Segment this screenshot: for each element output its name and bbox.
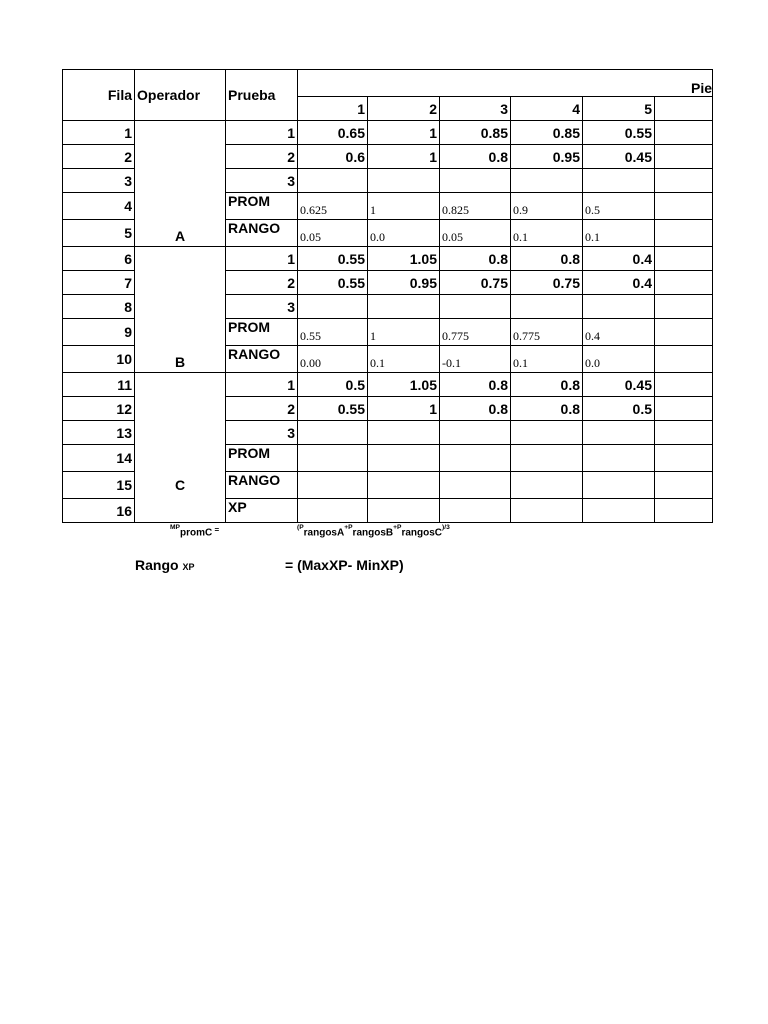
header-operador: Operador xyxy=(135,70,226,121)
value-cell: 0.8 xyxy=(440,373,511,397)
rango-xp-expression: = (MaxXP- MinXP) xyxy=(285,557,404,573)
prueba-cell: 1 xyxy=(226,373,298,397)
value-cell xyxy=(511,499,583,523)
fila-cell: 13 xyxy=(63,421,135,445)
value-cell: 1 xyxy=(368,193,440,220)
value-cell: 0.85 xyxy=(511,121,583,145)
empty-cell xyxy=(655,220,713,247)
prueba-cell: 1 xyxy=(226,247,298,271)
value-cell xyxy=(440,472,511,499)
prueba-cell: XP xyxy=(226,499,298,523)
value-cell xyxy=(368,499,440,523)
value-cell xyxy=(583,499,655,523)
value-cell xyxy=(583,295,655,319)
value-cell xyxy=(511,472,583,499)
value-cell: 0.5 xyxy=(298,373,368,397)
header-piezas: Pie xyxy=(298,70,713,97)
piece-number: 1 xyxy=(298,97,368,121)
header-prueba: Prueba xyxy=(226,70,298,121)
operator-cell: B xyxy=(135,247,226,373)
value-cell: 0.1 xyxy=(511,220,583,247)
value-cell xyxy=(511,169,583,193)
value-cell: 0.8 xyxy=(440,145,511,169)
value-cell xyxy=(440,169,511,193)
prueba-cell: PROM xyxy=(226,319,298,346)
value-cell: 1 xyxy=(368,397,440,421)
value-cell: 1 xyxy=(368,121,440,145)
operator-cell: A xyxy=(135,121,226,247)
piece-number: 4 xyxy=(511,97,583,121)
prueba-cell: RANGO xyxy=(226,346,298,373)
value-cell xyxy=(440,445,511,472)
empty-cell xyxy=(655,421,713,445)
value-cell: 0.95 xyxy=(511,145,583,169)
piece-number: 5 xyxy=(583,97,655,121)
prueba-cell: 3 xyxy=(226,295,298,319)
value-cell: 1 xyxy=(368,319,440,346)
value-cell: 0.8 xyxy=(440,247,511,271)
value-cell: 0.0 xyxy=(583,346,655,373)
value-cell: 0.8 xyxy=(440,397,511,421)
value-cell: 0.05 xyxy=(298,220,368,247)
empty-cell xyxy=(655,346,713,373)
value-cell: 0.625 xyxy=(298,193,368,220)
value-cell xyxy=(368,295,440,319)
fila-cell: 15 xyxy=(63,472,135,499)
value-cell: 0.45 xyxy=(583,373,655,397)
empty-cell xyxy=(655,247,713,271)
value-cell: 0.775 xyxy=(511,319,583,346)
value-cell: 0.5 xyxy=(583,397,655,421)
value-cell: 0.775 xyxy=(440,319,511,346)
empty-cell xyxy=(655,499,713,523)
piece-number: 2 xyxy=(368,97,440,121)
value-cell xyxy=(440,499,511,523)
value-cell: 0.4 xyxy=(583,319,655,346)
value-cell: 0.1 xyxy=(511,346,583,373)
value-cell xyxy=(583,421,655,445)
value-cell xyxy=(298,499,368,523)
value-cell xyxy=(368,472,440,499)
value-cell xyxy=(440,421,511,445)
value-cell xyxy=(368,421,440,445)
value-cell xyxy=(368,445,440,472)
value-cell: -0.1 xyxy=(440,346,511,373)
value-cell: 0.85 xyxy=(440,121,511,145)
fila-cell: 7 xyxy=(63,271,135,295)
table-row xyxy=(63,121,713,145)
operator-cell: C xyxy=(135,373,226,523)
value-cell: 0.0 xyxy=(368,220,440,247)
value-cell xyxy=(583,169,655,193)
value-cell xyxy=(298,472,368,499)
value-cell xyxy=(298,295,368,319)
fila-cell: 12 xyxy=(63,397,135,421)
fila-cell: 10 xyxy=(63,346,135,373)
value-cell: 0.8 xyxy=(511,397,583,421)
empty-cell xyxy=(655,193,713,220)
empty-cell xyxy=(655,145,713,169)
value-cell: 0.8 xyxy=(511,373,583,397)
value-cell xyxy=(298,169,368,193)
value-cell xyxy=(583,445,655,472)
value-cell xyxy=(368,169,440,193)
value-cell: 0.75 xyxy=(440,271,511,295)
empty-cell xyxy=(655,271,713,295)
empty-cell xyxy=(655,445,713,472)
prueba-cell: RANGO xyxy=(226,220,298,247)
value-cell: 0.825 xyxy=(440,193,511,220)
mp-formula-expression: $^{(P}$rangosA$^{+P}$rangosB$^{+P}$rangosC$^{)/3}$ xyxy=(297,524,450,539)
value-cell: 0.45 xyxy=(583,145,655,169)
fila-cell: 14 xyxy=(63,445,135,472)
value-cell: 1 xyxy=(368,145,440,169)
value-cell: 0.55 xyxy=(298,319,368,346)
fila-cell: 5 xyxy=(63,220,135,247)
value-cell: 0.6 xyxy=(298,145,368,169)
prueba-cell: PROM xyxy=(226,445,298,472)
piece-number: 3 xyxy=(440,97,511,121)
value-cell: 0.65 xyxy=(298,121,368,145)
prueba-cell: 2 xyxy=(226,145,298,169)
value-cell xyxy=(440,295,511,319)
fila-cell: 11 xyxy=(63,373,135,397)
prueba-cell: 2 xyxy=(226,397,298,421)
value-cell: 0.4 xyxy=(583,271,655,295)
empty-cell xyxy=(655,169,713,193)
prueba-cell: 1 xyxy=(226,121,298,145)
value-cell xyxy=(583,472,655,499)
fila-cell: 8 xyxy=(63,295,135,319)
value-cell: 1.05 xyxy=(368,373,440,397)
value-cell: 0.8 xyxy=(511,247,583,271)
value-cell: 0.55 xyxy=(298,397,368,421)
prueba-cell: 2 xyxy=(226,271,298,295)
empty-cell xyxy=(655,295,713,319)
empty-cell xyxy=(655,397,713,421)
spreadsheet-table xyxy=(62,69,713,524)
fila-cell: 6 xyxy=(63,247,135,271)
prueba-cell: 3 xyxy=(226,421,298,445)
header-fila: Fila xyxy=(63,70,135,121)
value-cell: 0.00 xyxy=(298,346,368,373)
value-cell: 0.55 xyxy=(583,121,655,145)
value-cell xyxy=(511,295,583,319)
empty-cell xyxy=(655,97,713,121)
value-cell: 0.1 xyxy=(583,220,655,247)
rango-xp-label: Rango XP xyxy=(135,557,195,573)
empty-cell xyxy=(655,319,713,346)
data-grid xyxy=(62,69,713,523)
value-cell: 0.9 xyxy=(511,193,583,220)
value-cell: 0.05 xyxy=(440,220,511,247)
empty-cell xyxy=(655,472,713,499)
value-cell xyxy=(511,421,583,445)
value-cell: 0.5 xyxy=(583,193,655,220)
value-cell: 0.75 xyxy=(511,271,583,295)
table-row xyxy=(63,373,713,397)
fila-cell: 9 xyxy=(63,319,135,346)
mp-formula-label: $^{MP}$promC = xyxy=(170,524,220,539)
prueba-cell: PROM xyxy=(226,193,298,220)
prueba-cell: 3 xyxy=(226,169,298,193)
value-cell: 1.05 xyxy=(368,247,440,271)
value-cell: 0.95 xyxy=(368,271,440,295)
value-cell xyxy=(298,421,368,445)
value-cell: 0.4 xyxy=(583,247,655,271)
fila-cell: 3 xyxy=(63,169,135,193)
value-cell xyxy=(298,445,368,472)
empty-cell xyxy=(655,373,713,397)
empty-cell xyxy=(655,121,713,145)
value-cell xyxy=(511,445,583,472)
fila-cell: 16 xyxy=(63,499,135,523)
value-cell: 0.1 xyxy=(368,346,440,373)
table-row xyxy=(63,247,713,271)
fila-cell: 4 xyxy=(63,193,135,220)
prueba-cell: RANGO xyxy=(226,472,298,499)
value-cell: 0.55 xyxy=(298,271,368,295)
value-cell: 0.55 xyxy=(298,247,368,271)
fila-cell: 1 xyxy=(63,121,135,145)
fila-cell: 2 xyxy=(63,145,135,169)
